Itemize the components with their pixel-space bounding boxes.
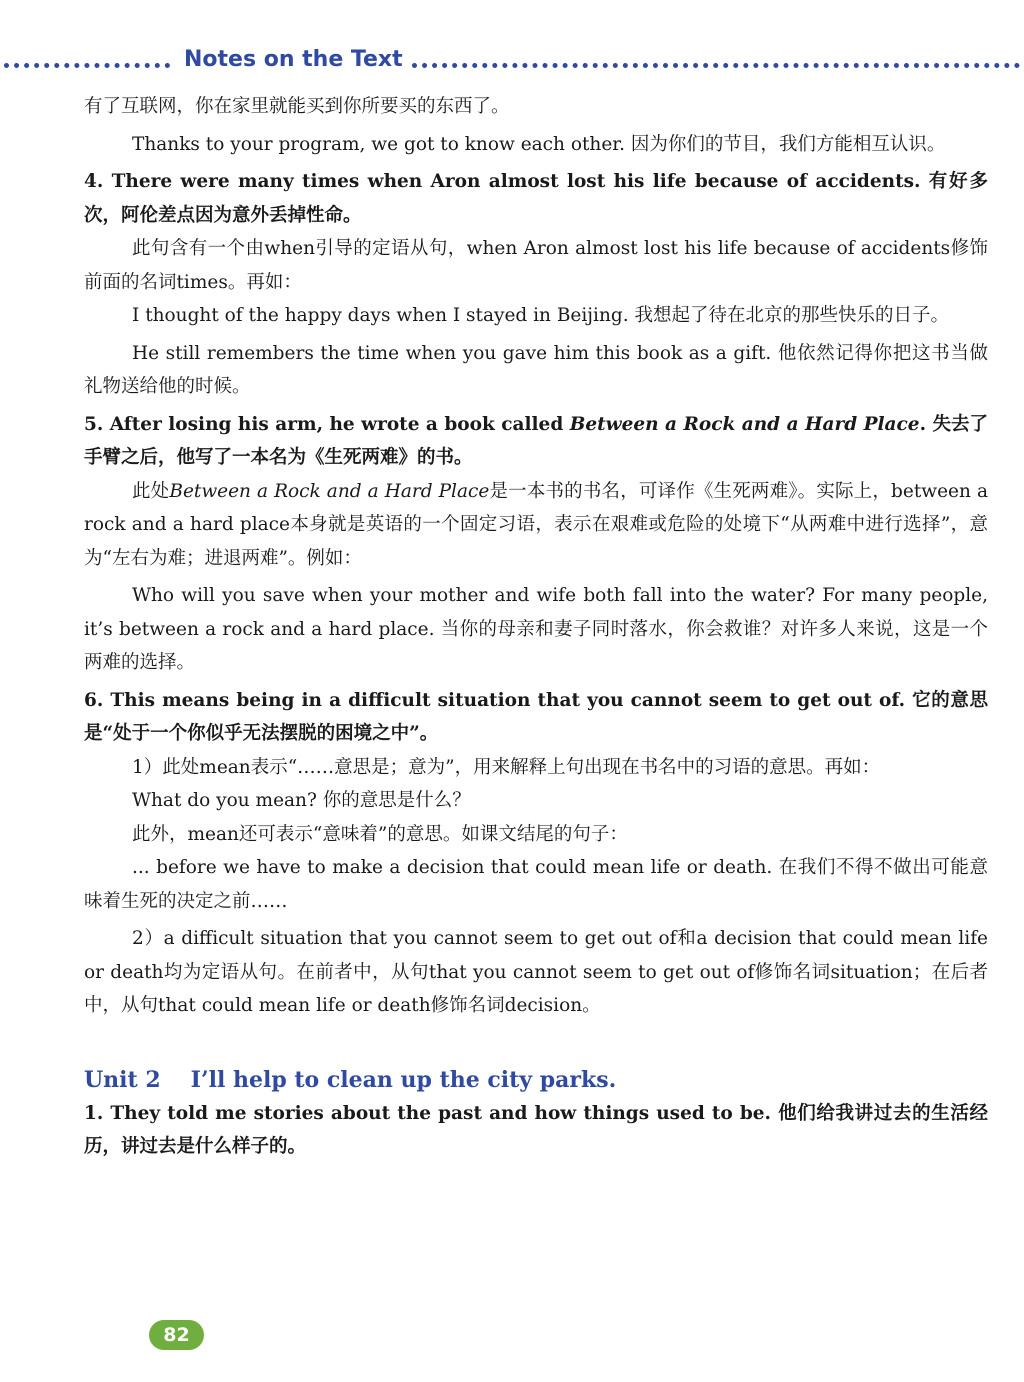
unit-heading: [84, 1063, 988, 1097]
note-heading-u2-1: 1. They told me stories about the past and how things used to be. 他们给我讲过去的生活经历，讲过去是什么样子的。: [84, 1102, 988, 1157]
explanation: 此句含有一个由when引导的定语从句，when Aron almost lost his life because of accidents修饰前面的名词times。再如：: [84, 238, 988, 293]
note-heading-6: 6. This means being in a difficult situation that you cannot seem to get out of. 它的意思是“处于一个你似乎无法摆脱的困境之中”。: [84, 689, 988, 744]
note-heading-5: [84, 408, 988, 475]
note-heading-4: 4. There were many times when Aron almost lost his life because of accidents. 有好多次，阿伦差点因为意外丢掉性命。: [84, 171, 988, 226]
book-title: Between a Rock and a Hard Place: [169, 480, 490, 502]
page-number-badge: 82: [149, 1320, 204, 1350]
page-content: [84, 90, 988, 1164]
example-sentence: What do you mean? 你的意思是什么？: [132, 790, 471, 811]
example-sentence: Who will you save when your mother and wife both fall into the water? For many people, it’s between a rock and a hard place. 当你的母亲和妻子同时落水，你会救谁？对许多人来说，这是一个两难的选择。: [84, 585, 988, 673]
example-sentence: I thought of the happy days when I stayed in Beijing. 我想起了待在北京的那些快乐的日子。: [132, 305, 949, 326]
header-dots-left: [4, 63, 170, 68]
explanation: 此外，mean还可表示“意味着”的意思。如课文结尾的句子：: [132, 823, 628, 845]
example-sentence: Thanks to your program, we got to know each other. 因为你们的节目，我们方能相互认识。: [132, 133, 946, 155]
header-dots-right: [412, 63, 1020, 68]
explanation: [84, 475, 988, 576]
explanation-text: 此处: [132, 480, 170, 502]
unit-label: Unit 2: [84, 1066, 161, 1093]
explanation: 2）a difficult situation that you cannot seem to get out of和a decision that could mean life or death均为定语从句。在前者中，从句that you cannot seem to get out of修饰名词situation；在后者中，从句that could mean life or death修饰名词decision。: [84, 928, 988, 1016]
book-title: Between a Rock and a Hard Place: [569, 413, 920, 435]
explanation: 1）此处mean表示“……意思是；意为”，用来解释上句出现在书名中的习语的意思。再如：: [132, 756, 881, 778]
heading-text: 5. After losing his arm, he wrote a book called: [84, 413, 570, 435]
section-header: [0, 44, 1024, 84]
header-title: Notes on the Text: [184, 47, 403, 72]
paragraph: 有了互联网，你在家里就能买到你所要买的东西了。: [84, 96, 510, 117]
example-sentence: He still remembers the time when you gave him this book as a gift. 他依然记得你把这书当做礼物送给他的时候。: [84, 342, 988, 397]
explanation-text: 是一本书的书名，可译作《生死两难》。实际上，between a rock and a hard place本身就是英语的一个固定习语，表示在艰难或危险的处境下“从两难中进行选择”，意为“左右为难；进退两难”。例如：: [84, 480, 988, 569]
unit-title: I’ll help to clean up the city parks.: [190, 1066, 617, 1093]
example-sentence: ... before we have to make a decision that could mean life or death. 在我们不得不做出可能意味着生死的决定之前……: [84, 857, 988, 912]
heading-text: . 失去了手臂之后，他写了一本名为《生死两难》的书。: [84, 413, 989, 468]
